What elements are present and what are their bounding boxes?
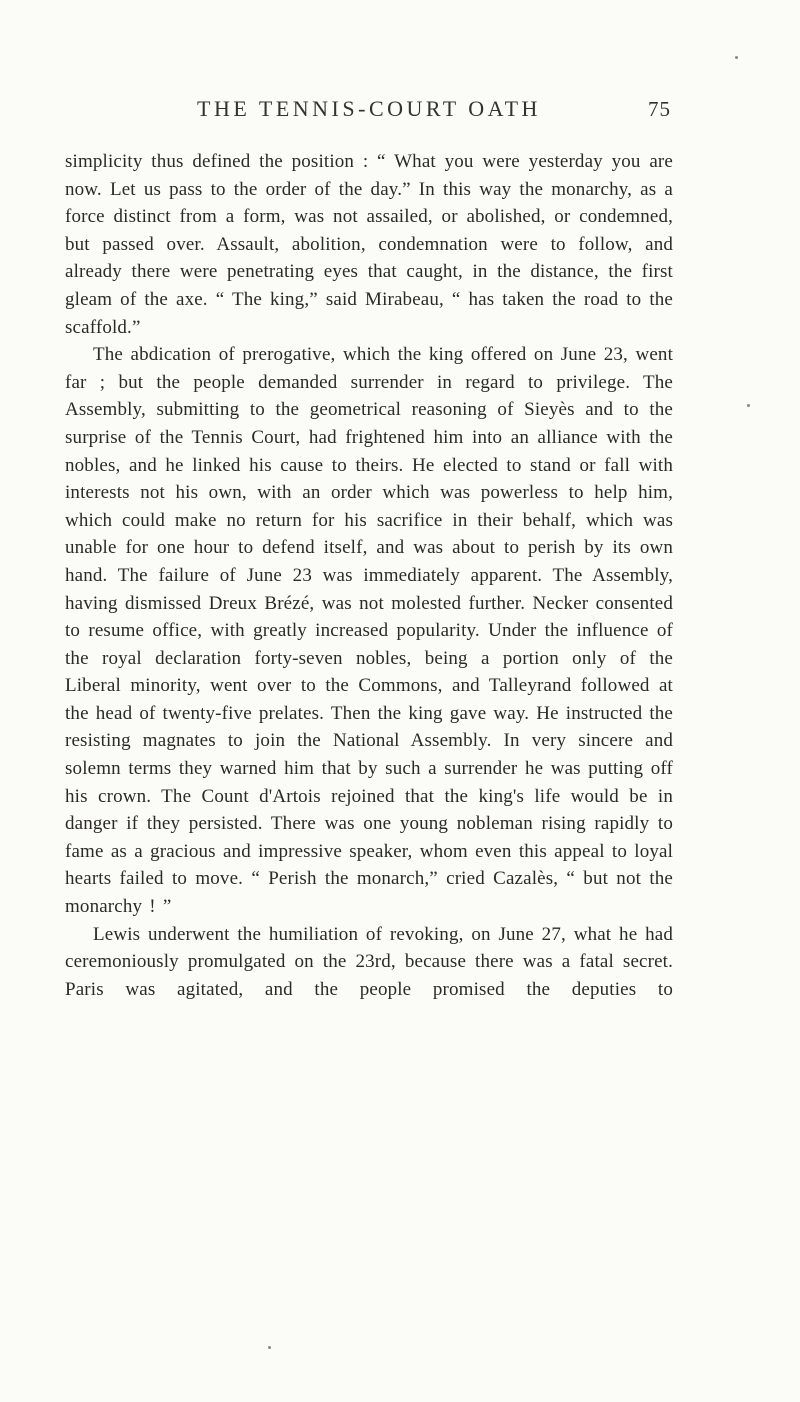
paragraph-continuation: simplicity thus defined the position : “ What you were yesterday you are now. Let us pass to the order of the day.” In this way the monarchy, as a force distinct from a form, was not assailed, or abolished, or condemned, but passed over. Assault, abolition, condemnation were to follow, and already there were penetrating eyes that caught, in the distance, the first gleam of the axe. “ The king,” said Mirabeau, “ has taken the road to the scaffold.” (65, 151, 673, 338)
page-body (65, 148, 673, 1003)
scan-speck (268, 1346, 271, 1349)
paragraph: The abdication of prerogative, which the king offered on June 23, went far ; but the people demanded surrender in regard to privilege. The Assembly, submitting to the geometrical reasoning of Sieyès and to the surprise of the Tennis Court, had frightened him into an alliance with the nobles, and he linked his cause to theirs. He elected to stand or fall with interests not his own, with an order which was powerless to help him, which could make no return for his sacrifice in their behalf, which was unable for one hour to defend itself, and was about to perish by its own hand. The failure of June 23 was immediately apparent. The Assembly, having dismissed Dreux Brézé, was not molested further. Necker consented to resume office, with greatly increased popularity. Under the influence of the royal declaration forty-seven nobles, being a portion only of the Liberal minority, went over to the Commons, and Talleyrand followed at the head of twenty-five prelates. Then the king gave way. He instructed the resisting magnates to join the National Assembly. In very sincere and solemn terms they warned him that by such a surrender he was putting off his crown. The Count d'Artois rejoined that the king's life would be in danger if they persisted. There was one young nobleman rising rapidly to fame as a gracious and impressive speaker, whom even this appeal to loyal hearts failed to move. “ Perish the monarch,” cried Cazalès, “ but not the monarchy ! ” (65, 344, 673, 918)
page-number: 75 (648, 97, 671, 121)
scan-speck (735, 56, 738, 59)
page-header (65, 96, 673, 130)
paragraph-incomplete: Lewis underwent the humiliation of revoking, on June 27, what he had ceremoniously promulgated on the 23rd, because there was a fatal secret. Paris was agitated, and the people promised the deputies to (65, 923, 673, 1000)
book-page (65, 96, 673, 1003)
scan-speck (747, 404, 750, 407)
running-title: THE TENNIS-COURT OATH (197, 96, 541, 121)
